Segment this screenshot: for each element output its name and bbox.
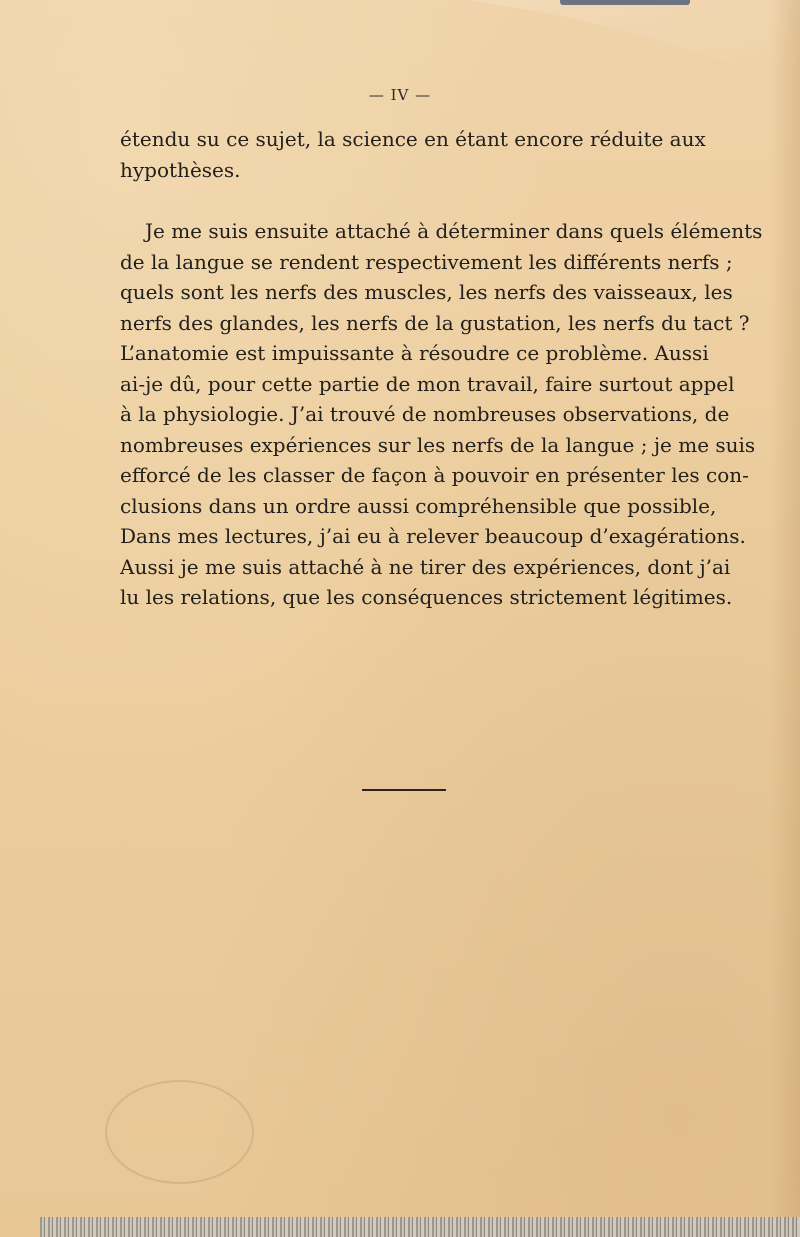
library-stamp [105, 1080, 254, 1184]
page-edge-shadow [770, 0, 800, 1237]
text-line: étendu su ce sujet, la science en étant encore réduite aux [120, 127, 706, 151]
paragraph-2 [120, 216, 763, 613]
binding-strip-top [560, 0, 690, 5]
text-line: quels sont les nerfs des muscles, les nerfs des vaisseaux, les [120, 280, 733, 304]
text-line: hypothèses. [120, 157, 241, 182]
text-line: nerfs des glandes, les nerfs de la gustation, les nerfs du tact ? [120, 310, 750, 335]
page-number-header: — IV — [368, 86, 432, 104]
text-line: Aussi je me suis attaché à ne tirer des expériences, dont j’ai [120, 554, 731, 579]
binding-strip-bottom [40, 1217, 800, 1237]
text-line: ai-je dû, pour cette partie de mon travail, faire surtout appel [120, 371, 735, 396]
text-line: nombreuses expériences sur les nerfs de la langue ; je me suis [120, 432, 756, 457]
text-line: efforcé de les classer de façon à pouvoir en présenter les con- [120, 463, 749, 487]
text-line: Je me suis ensuite attaché à déterminer dans quels éléments [145, 219, 763, 243]
text-line: L’anatomie est impuissante à résoudre ce problème. Aussi [120, 341, 709, 365]
text-line: lu les relations, que les conséquences strictement légitimes. [120, 585, 733, 609]
torn-corner [470, 0, 800, 70]
paragraph-gap [120, 185, 692, 216]
text-line: à la physiologie. J’ai trouvé de nombreuses observations, de [120, 402, 730, 426]
text-line: Dans mes lectures, j’ai eu à relever beaucoup d’exagérations. [120, 524, 746, 548]
text-line: clusions dans un ordre aussi compréhensible que possible, [120, 493, 717, 518]
text-line: de la langue se rendent respectivement les différents nerfs ; [120, 249, 733, 274]
body-text [120, 124, 763, 613]
paragraph-1 [120, 124, 706, 185]
section-divider-rule [362, 789, 446, 791]
